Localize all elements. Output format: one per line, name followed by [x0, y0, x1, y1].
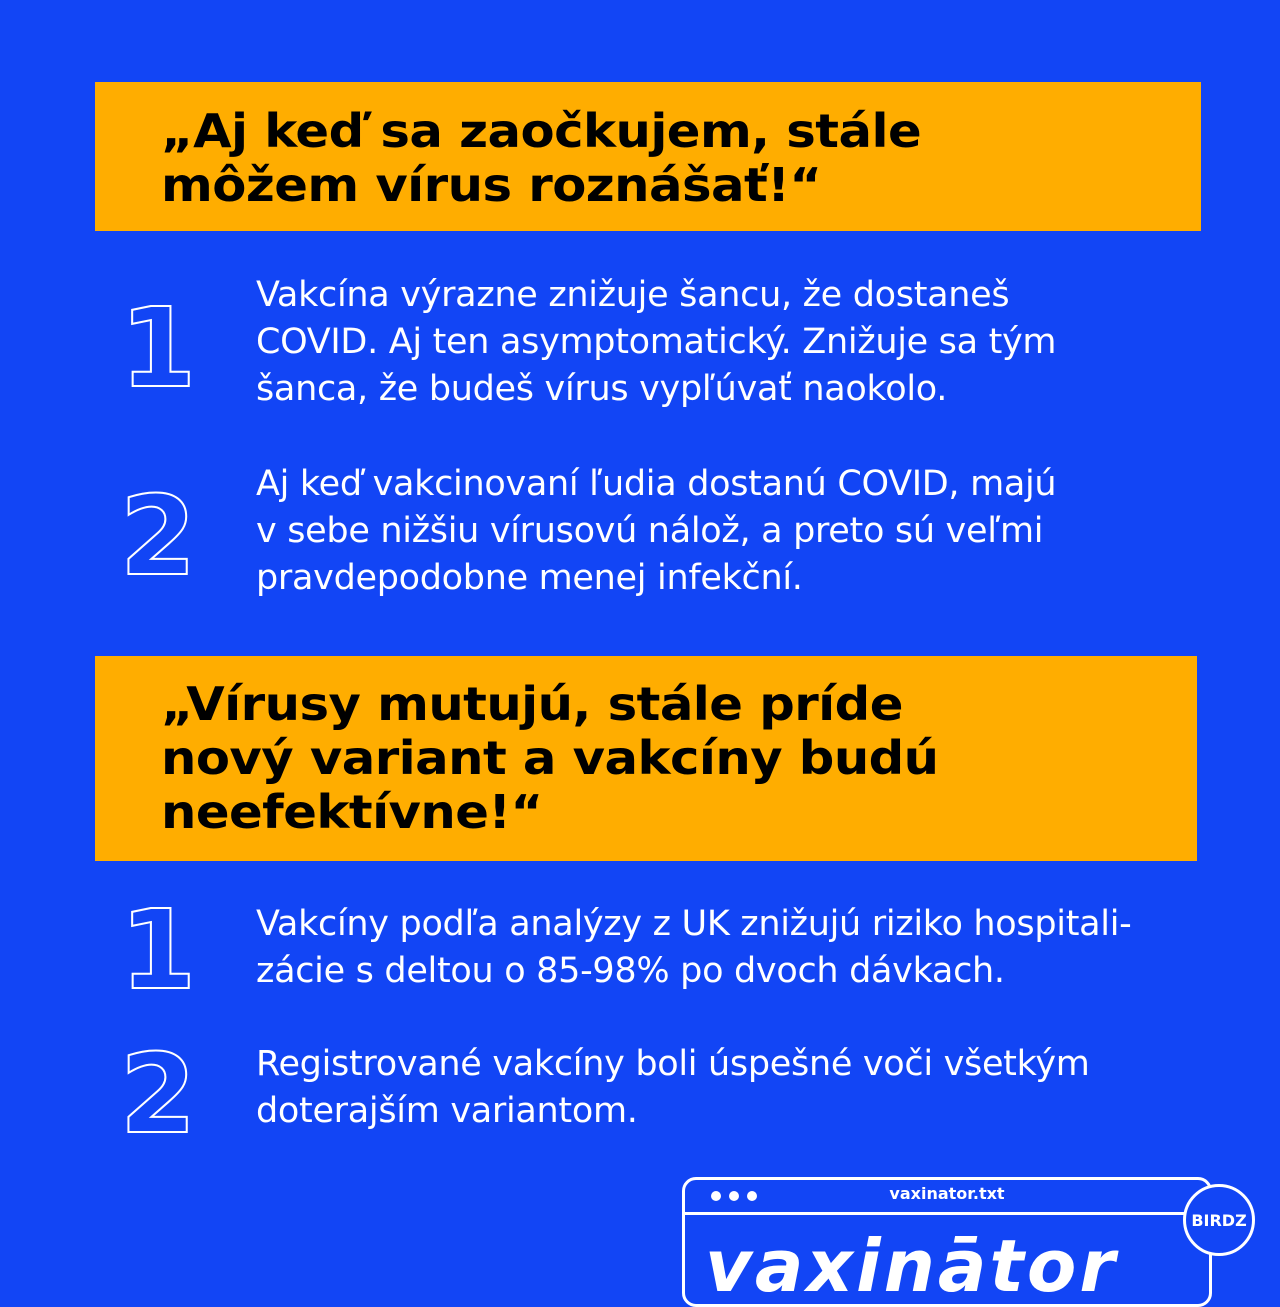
fact-2-2: Registrované vakcíny boli úspešné voči všetkým doterajším variantom. — [256, 1044, 1090, 1131]
svg-text:1: 1 — [119, 902, 197, 992]
number-2-outline-icon — [100, 1046, 216, 1136]
svg-text:2: 2 — [119, 488, 197, 578]
vaxinator-window — [682, 1177, 1212, 1307]
window-title-bar — [685, 1180, 1209, 1215]
svg-text:1: 1 — [119, 300, 197, 390]
svg-text:2: 2 — [119, 1046, 197, 1136]
window-title: vaxinator.txt — [889, 1184, 1005, 1203]
vaxinator-logo: vaxinātor — [705, 1224, 1118, 1307]
fact-1-1: Vakcína výrazne znižuje šancu, že dostaneš COVID. Aj ten asymptomatický. Znižuje sa tým šanca, že budeš vírus vypľúvať naokolo. — [256, 275, 1057, 409]
fact-1-2: Aj keď vakcinovaní ľudia dostanú COVID, majú v sebe nižšiu vírusovú nálož, a preto sú veľmi pravdepodobne menej infekční. — [256, 464, 1057, 598]
fact-2-1: Vakcíny podľa analýzy z UK znižujú riziko hospitali- zácie s deltou o 85-98% po dvoch dávkach. — [256, 904, 1132, 991]
number-1-outline-icon — [100, 300, 216, 390]
myth-heading-2: „Vírusy mutujú, stále príde nový variant a vakcíny budú neefektívne!“ — [161, 677, 939, 839]
birdz-badge: BIRDZ — [1183, 1184, 1255, 1256]
myth-heading-1: „Aj keď sa zaočkujem, stále môžem vírus roznášať!“ — [161, 104, 922, 212]
myth-banner-1 — [95, 82, 1201, 231]
number-2-outline-icon — [100, 488, 216, 578]
number-1-outline-icon — [100, 902, 216, 992]
myth-banner-2 — [95, 656, 1197, 861]
